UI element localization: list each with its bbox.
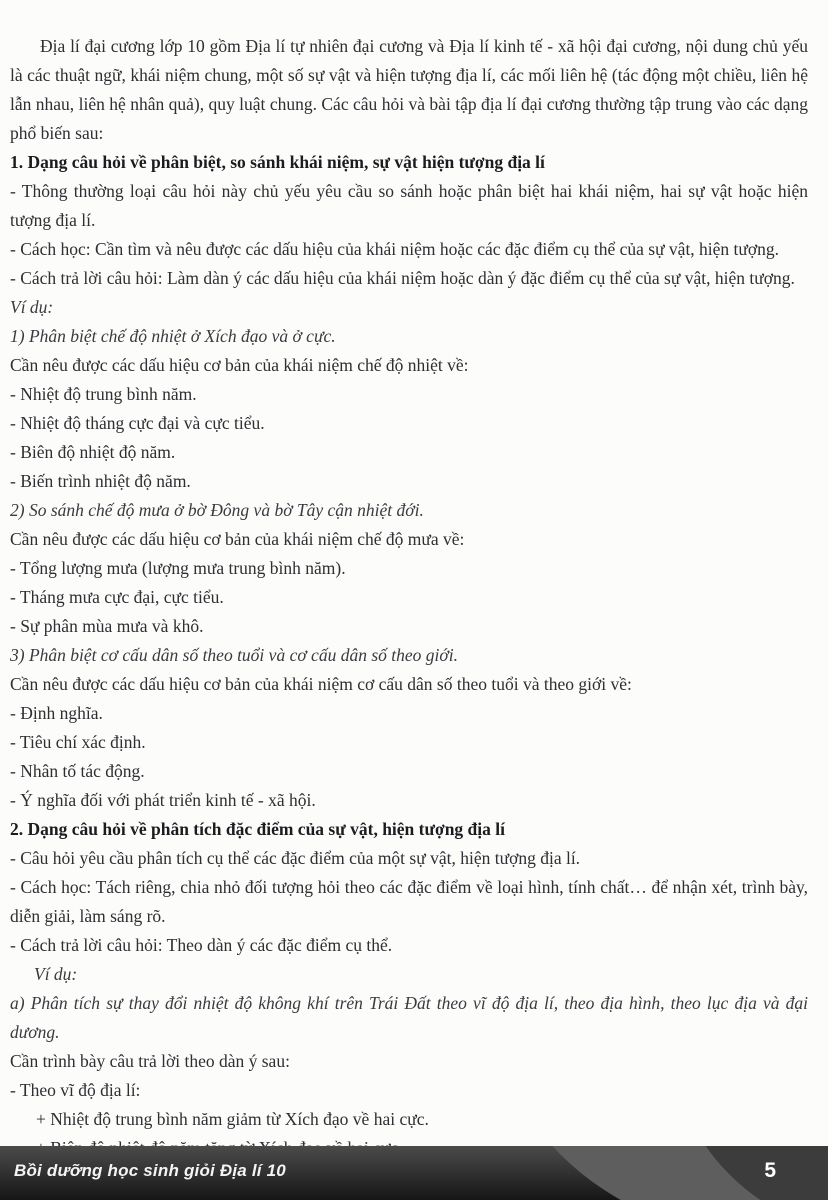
paragraph: - Nhiệt độ tháng cực đại và cực tiểu. (10, 413, 265, 433)
paragraph: - Câu hỏi yêu cầu phân tích cụ thể các đặc điểm của một sự vật, hiện tượng địa lí. (10, 848, 581, 868)
section-heading: 2. Dạng câu hỏi về phân tích đặc điểm của sự vật, hiện tượng địa lí (10, 819, 505, 839)
example-line: 2) So sánh chế độ mưa ở bờ Đông và bờ Tây cận nhiệt đới. (10, 500, 424, 520)
paragraph: - Theo vĩ độ địa lí: (10, 1080, 141, 1100)
paragraph: - Sự phân mùa mưa và khô. (10, 616, 204, 636)
footer-book-title: Bồi dưỡng học sinh giỏi Địa lí 10 (14, 1161, 286, 1180)
paragraph: - Tổng lượng mưa (lượng mưa trung bình năm). (10, 558, 346, 578)
paragraph: - Cách trả lời câu hỏi: Làm dàn ý các dấu hiệu của khái niệm hoặc dàn ý đặc điểm cụ thể của sự vật, hiện tượng. (10, 268, 795, 288)
paragraph: - Ý nghĩa đối với phát triển kinh tế - xã hội. (10, 790, 316, 810)
intro-paragraph: Địa lí đại cương lớp 10 gồm Địa lí tự nhiên đại cương và Địa lí kinh tế - xã hội đại cương, nội dung chủ yếu là các thuật ngữ, khái niệm chung, một số sự vật và hiện tượng địa lí, các mối liên hệ (tác động một chiều, liên hệ lẫn nhau, liên hệ nhân quả), quy luật chung. Các câu hỏi và bài tập địa lí đại cương thường tập trung vào các dạng phổ biến sau: (10, 36, 808, 143)
example-line: a) Phân tích sự thay đổi nhiệt độ không khí trên Trái Đất theo vĩ độ địa lí, theo địa hình, theo lục địa và đại dương. (10, 993, 808, 1042)
paragraph: Cần nêu được các dấu hiệu cơ bản của khái niệm cơ cấu dân số theo tuổi và theo giới về: (10, 674, 632, 694)
paragraph: - Thông thường loại câu hỏi này chủ yếu yêu cầu so sánh hoặc phân biệt hai khái niệm, hai sự vật hoặc hiện tượng địa lí. (10, 181, 808, 230)
example-line: 3) Phân biệt cơ cấu dân số theo tuổi và cơ cấu dân số theo giới. (10, 645, 458, 665)
paragraph: Cần nêu được các dấu hiệu cơ bản của khái niệm chế độ nhiệt về: (10, 355, 469, 375)
example-line: 1) Phân biệt chế độ nhiệt ở Xích đạo và ở cực. (10, 326, 336, 346)
paragraph: - Tiêu chí xác định. (10, 732, 146, 752)
paragraph: - Cách học: Cần tìm và nêu được các dấu hiệu của khái niệm hoặc các đặc điểm cụ thể của sự vật, hiện tượng. (10, 239, 780, 259)
paragraph: Cần trình bày câu trả lời theo dàn ý sau: (10, 1051, 290, 1071)
example-line: Ví dụ: (10, 297, 54, 317)
paragraph: - Nhiệt độ trung bình năm. (10, 384, 197, 404)
section-heading: 1. Dạng câu hỏi về phân biệt, so sánh khái niệm, sự vật hiện tượng địa lí (10, 152, 545, 172)
example-line: Ví dụ: (34, 964, 78, 984)
paragraph: Cần nêu được các dấu hiệu cơ bản của khái niệm chế độ mưa về: (10, 529, 465, 549)
paragraph: - Biên độ nhiệt độ năm. (10, 442, 176, 462)
paragraph: - Định nghĩa. (10, 703, 103, 723)
paragraph: - Biến trình nhiệt độ năm. (10, 471, 191, 491)
footer-bar (0, 1146, 828, 1200)
paragraph: - Nhân tố tác động. (10, 761, 145, 781)
paragraph: - Tháng mưa cực đại, cực tiểu. (10, 587, 224, 607)
paragraph: - Cách trả lời câu hỏi: Theo dàn ý các đặc điểm cụ thể. (10, 935, 393, 955)
footer-page-number: 5 (764, 1159, 776, 1182)
page-content (10, 32, 808, 1163)
paragraph: - Cách học: Tách riêng, chia nhỏ đối tượng hỏi theo các đặc điểm về loại hình, tính chất… để nhận xét, trình bày, diễn giải, làm sáng rõ. (10, 877, 808, 926)
sub-item: + Nhiệt độ trung bình năm giảm từ Xích đạo về hai cực. (36, 1109, 429, 1129)
